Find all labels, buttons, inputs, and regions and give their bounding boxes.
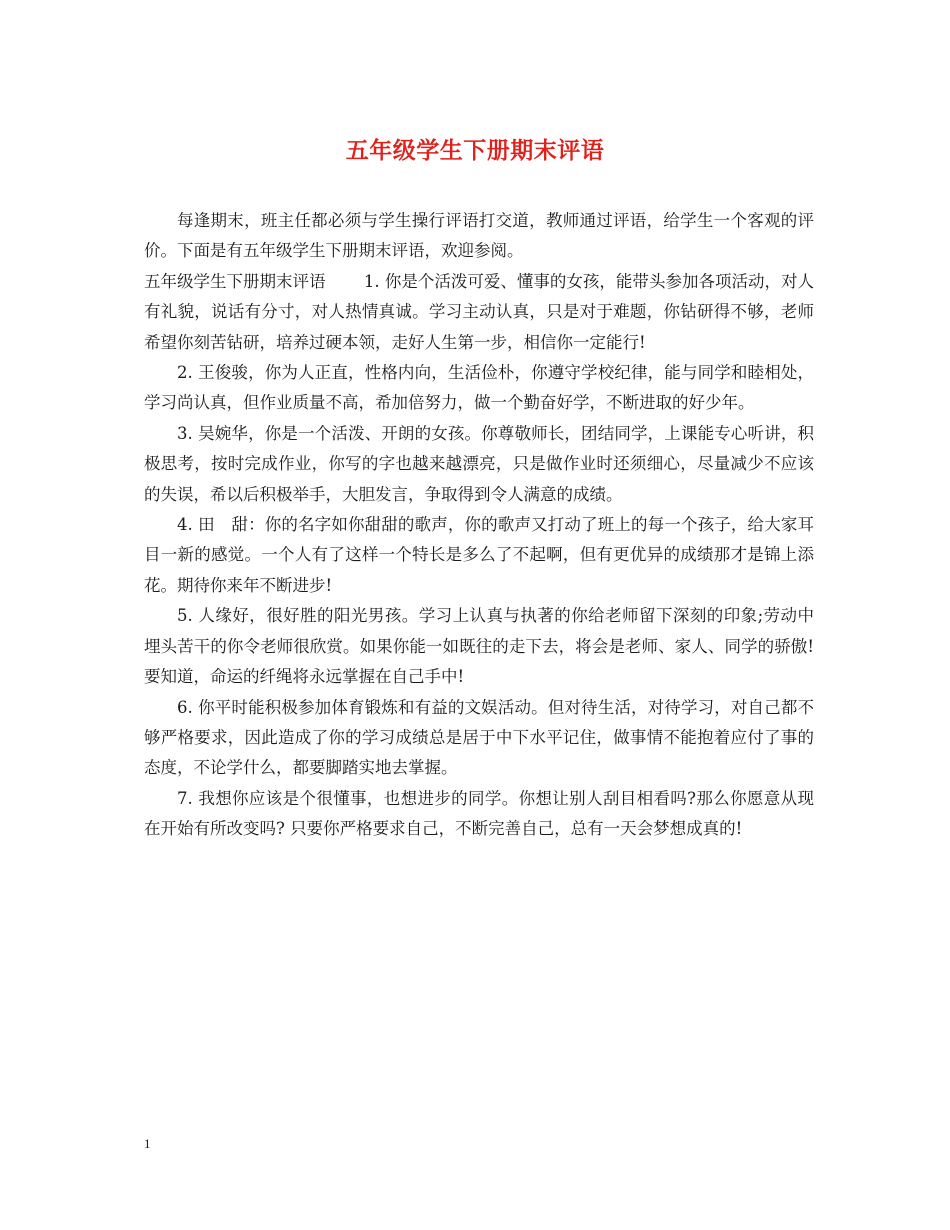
paragraph-comment-5: 5. 人缘好，很好胜的阳光男孩。学习上认真与执著的你给老师留下深刻的印象;劳动中埋头苦干的你令老师很欣赏。如果你能一如既往的走下去，将会是老师、家人、同学的骄傲!要知道，命运的纤绳将永远掌握在自己手中! <box>144 606 814 687</box>
paragraph-comment-7: 7. 我想你应该是个很懂事，也想进步的同学。你想让别人刮目相看吗?那么你愿意从现在开始有所改变吗? 只要你严格要求自己，不断完善自己，总有一天会梦想成真的! <box>144 788 814 839</box>
paragraph-comment-3: 3. 吴婉华，你是一个活泼、开朗的女孩。你尊敬师长，团结同学，上课能专心听讲，积极思考，按时完成作业，你写的字也越来越漂亮，只是做作业时还须细心，尽量减少不应该的失误，希以后积极举手，大胆发言，争取得到令人满意的成绩。 <box>144 423 814 504</box>
document-body <box>144 206 814 845</box>
paragraph-intro: 每逢期末，班主任都必须与学生操行评语打交道，教师通过评语，给学生一个客观的评价。下面是有五年级学生下册期末评语，欢迎参阅。 <box>144 211 814 261</box>
document-title: 五年级学生下册期末评语 <box>345 137 605 164</box>
paragraph-comment-1: 五年级学生下册期末评语 1. 你是个活泼可爱、懂事的女孩，能带头参加各项活动，对人有礼貌，说话有分寸，对人热情真诚。学习主动认真，只是对于难题，你钻研得不够，老师希望你刻苦钻研，培养过硬本领，走好人生第一步，相信你一定能行! <box>144 271 814 352</box>
paragraph-comment-6: 6. 你平时能积极参加体育锻炼和有益的文娱活动。但对待生活，对待学习，对自己都不够严格要求，因此造成了你的学习成绩总是居于中下水平记住，做事情不能抱着应付了事的态度，不论学什么，都要脚踏实地去掌握。 <box>144 697 814 778</box>
paragraph-comment-2: 2. 王俊骏，你为人正直，性格内向，生活俭朴，你遵守学校纪律，能与同学和睦相处，学习尚认真，但作业质量不高，希加倍努力，做一个勤奋好学，不断进取的好少年。 <box>144 363 814 413</box>
page-number: 1 <box>144 1136 151 1151</box>
paragraph-comment-4: 4. 田 甜：你的名字如你甜甜的歌声，你的歌声又打动了班上的每一个孩子，给大家耳目一新的感觉。一个人有了这样一个特长是多么了不起啊，但有更优异的成绩那才是锦上添花。期待你来年不断进步! <box>144 515 814 595</box>
